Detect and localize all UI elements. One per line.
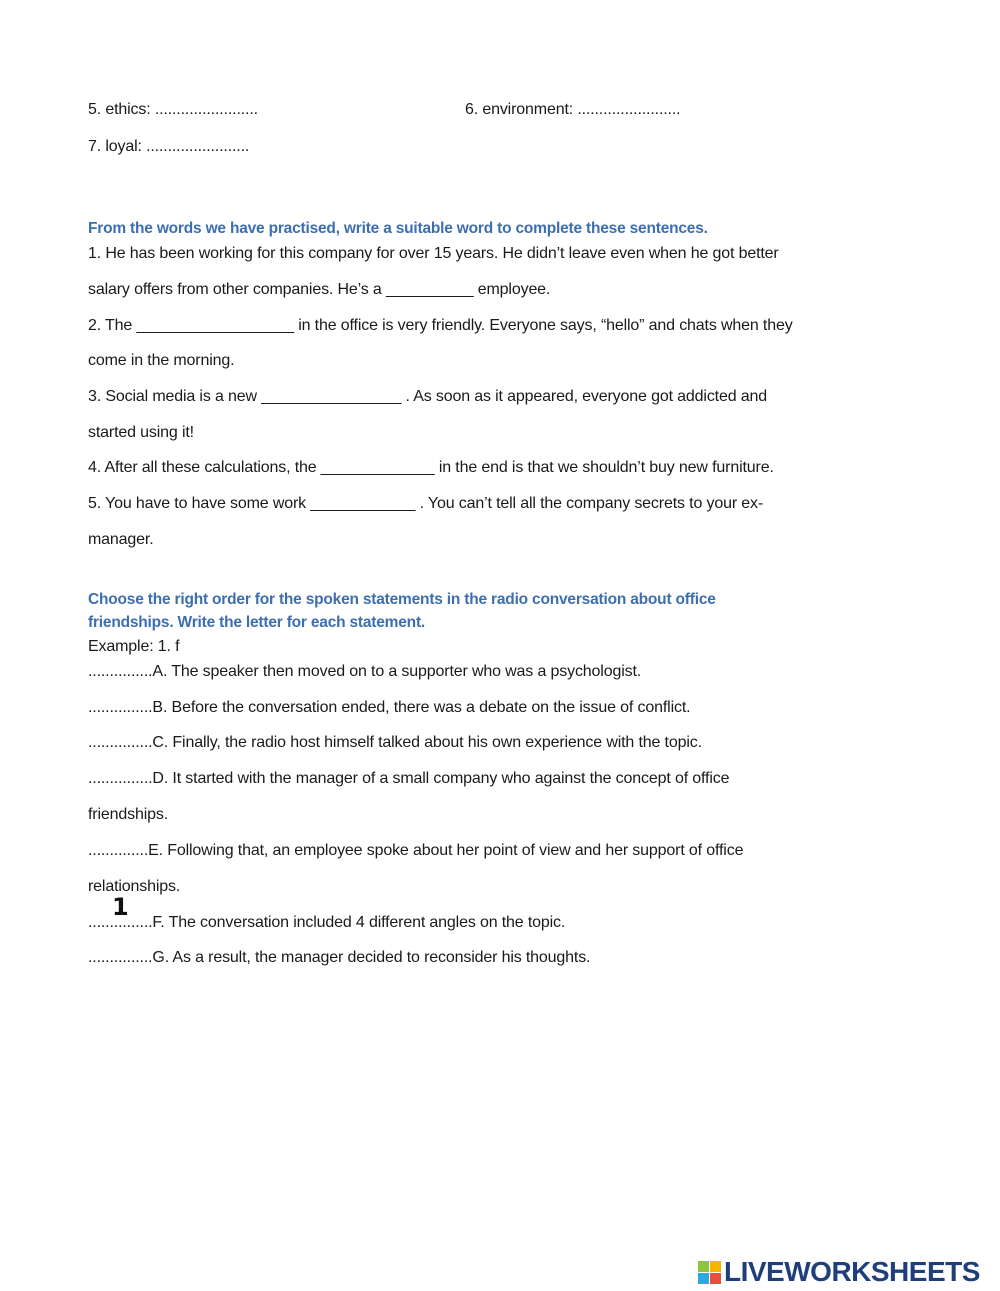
logo-text: LIVEWORKSHEETS [724,1256,980,1287]
sentence-line: started using it! [88,424,194,441]
sentence-line: 5. You have to have some work ____________ . You can’t tell all the company secrets to your ex- [88,495,764,512]
sentence-line: 1. He has been working for this company for over 15 years. He didn’t leave even when he got better [88,245,779,262]
section1-heading: From the words we have practised, write a suitable word to complete these sentences. [88,220,708,237]
sentence-line: come in the morning. [88,352,235,369]
statement-a: ...............A. The speaker then moved on to a supporter who was a psychologist. [88,663,642,680]
sentence-line: 4. After all these calculations, the _____________ in the end is that we shouldn’t buy new furniture. [88,459,774,476]
sentence-line: manager. [88,531,154,548]
statement-f: ...............F. The conversation included 4 different angles on the topic. [88,914,566,931]
vocab-item-6: 6. environment: ........................ [465,101,681,118]
vocab-item-7: 7. loyal: ........................ [88,138,250,155]
statement-c: ...............C. Finally, the radio host himself talked about his own experience with the topic. [88,734,702,751]
section2-heading-line1: Choose the right order for the spoken statements in the radio conversation about office [88,591,716,608]
vocab-item-5: 5. ethics: ........................ [88,101,258,118]
statement-g: ...............G. As a result, the manager decided to reconsider his thoughts. [88,949,591,966]
example-text: Example: 1. f [88,638,180,655]
statement-e: ..............E. Following that, an employee spoke about her point of view and her support of office [88,842,744,859]
statement-d-cont: friendships. [88,806,169,823]
sentence-line: 2. The __________________ in the office is very friendly. Everyone says, “hello” and chats when they [88,317,793,334]
sentence-line: salary offers from other companies. He’s a __________ employee. [88,281,551,298]
statement-e-cont: relationships. [88,878,181,895]
logo-cubes-icon [698,1261,721,1284]
answer-field-f[interactable]: 1 [112,893,129,921]
liveworksheets-logo [698,1256,980,1288]
section2-heading-line2: friendships. Write the letter for each statement. [88,614,426,631]
sentence-line: 3. Social media is a new ________________ . As soon as it appeared, everyone got addicted and [88,388,767,405]
statement-b: ...............B. Before the conversation ended, there was a debate on the issue of conflict. [88,699,691,716]
statement-d: ...............D. It started with the manager of a small company who against the concept of office [88,770,730,787]
